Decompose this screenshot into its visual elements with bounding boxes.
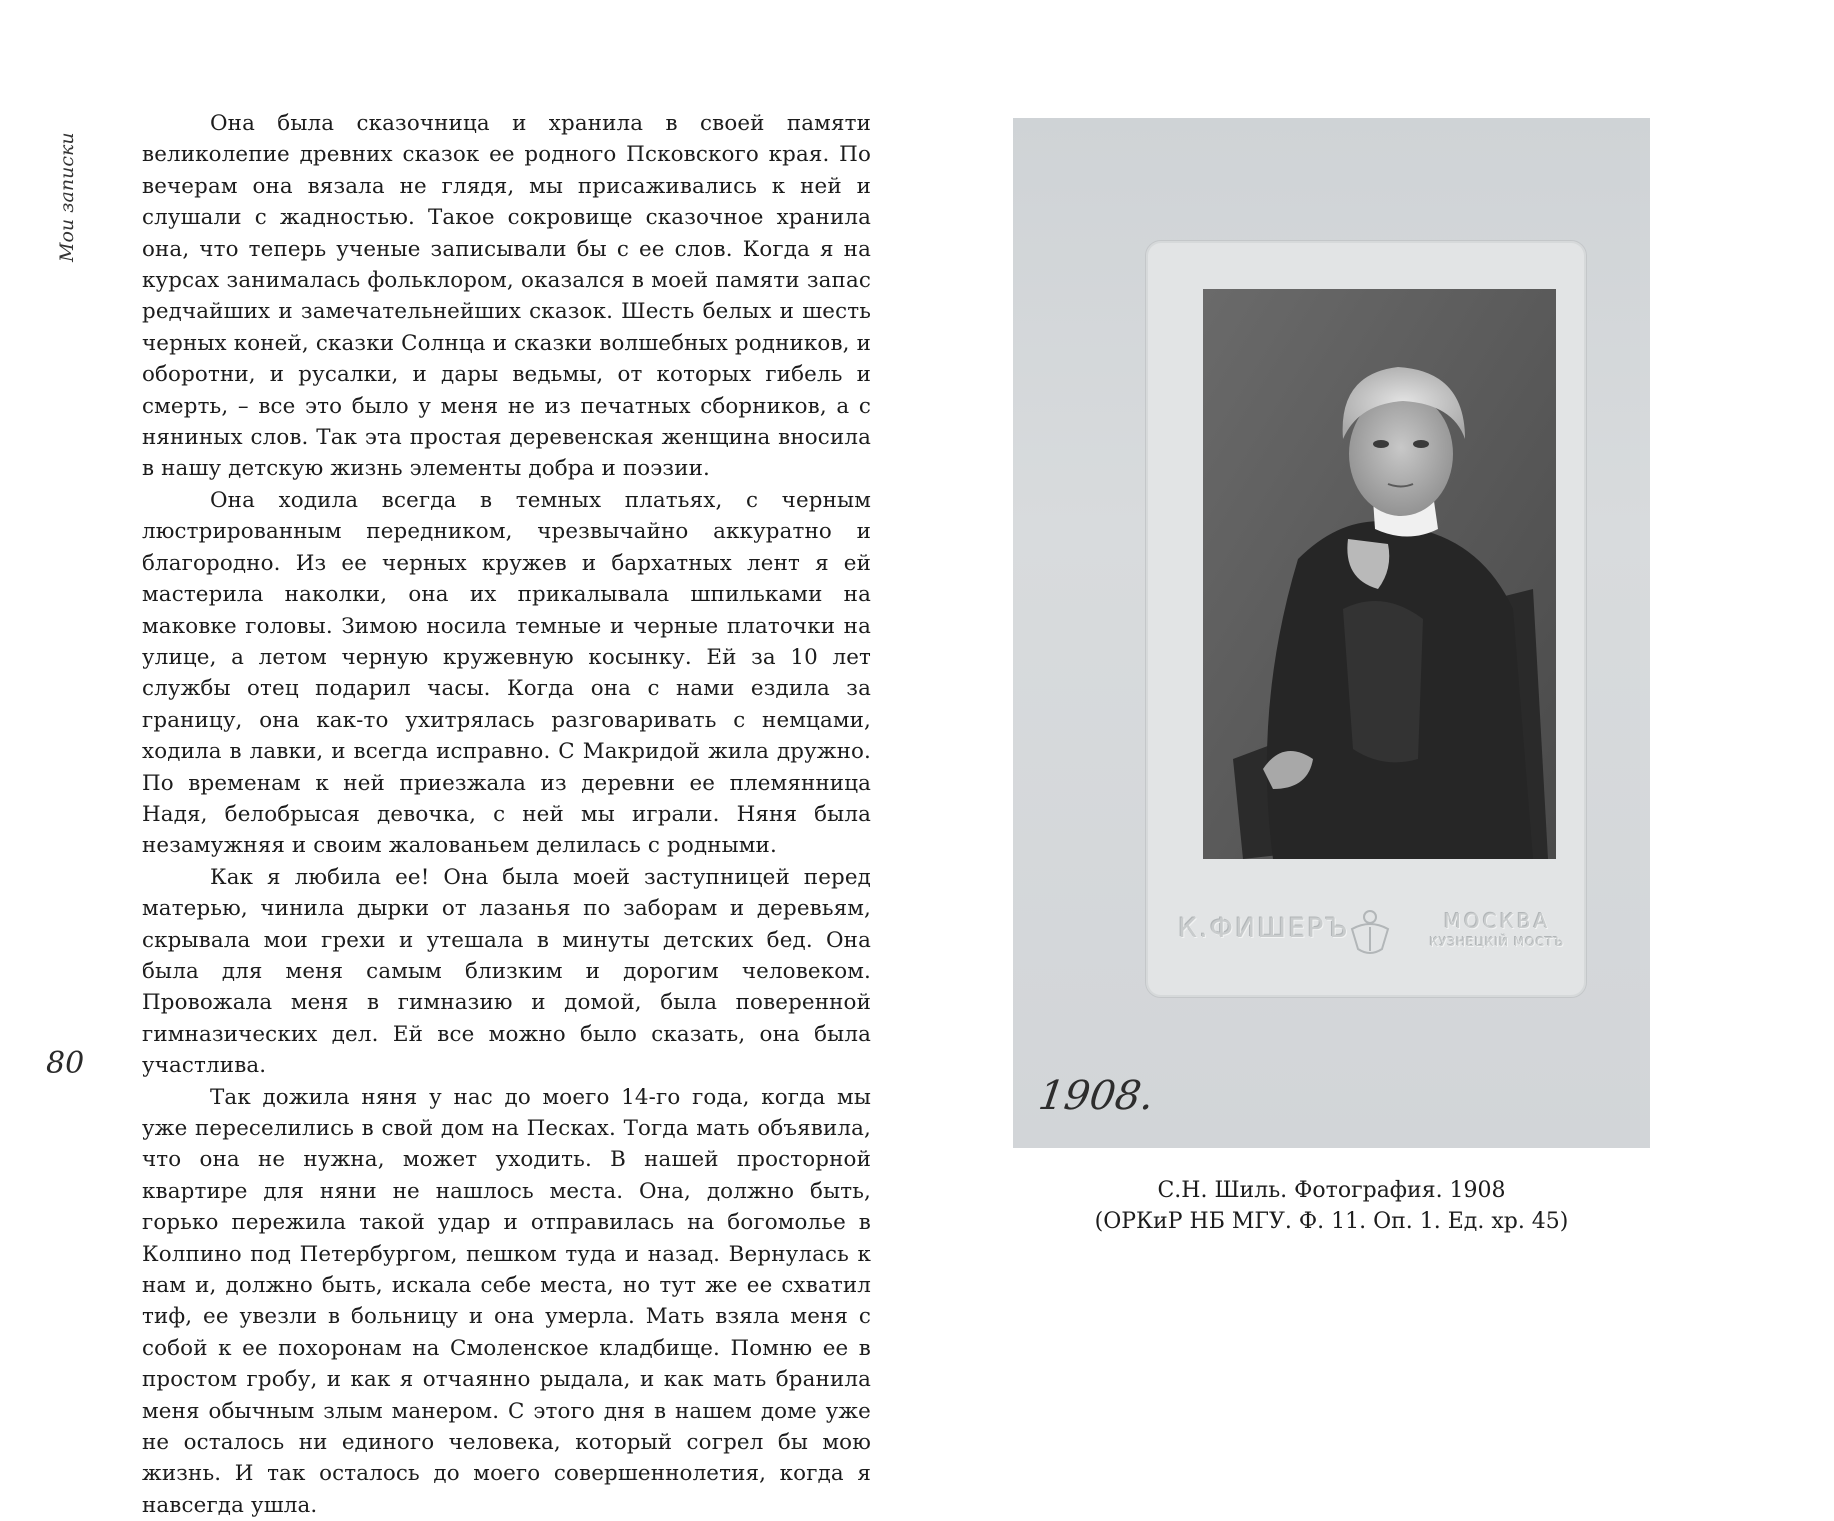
studio-name: К.ФИШЕРЪ <box>1178 913 1350 944</box>
running-head: Мои записки <box>56 132 78 262</box>
photo-caption <box>1013 1175 1650 1237</box>
paragraph: Как я любила ее! Она была моей заступницей перед матерью, чинила дырки от лазанья по заборам и деревьям, скрывала мои грехи и утешала в минуты детских бед. Она была для меня самым близким и дорогим человеком. Провожала меня в гимназию и домой, была поверенной гимназических дел. Ей все можно было сказать, она была участлива. <box>142 864 871 1079</box>
portrait-photo <box>1203 289 1556 859</box>
page-number: 80 <box>46 1046 85 1081</box>
paragraph: Она ходила всегда в темных платьях, с черным люстрированным передником, чрезвычайно аккуратно и благородно. Из ее черных кружев и бархатных лент я ей мастерила наколки, она их прикалывала шпильками на маковке головы. Зимою носила темные и черные платочки на улице, а летом черную кружевную косынку. Ей за 10 лет службы отец подарил часы. Когда она с нами ездила за границу, она как-то ухитрялась разговаривать с немцами, ходила в лавки, и всегда исправно. С Макридой жила дружно. По временам к ней приезжала из деревни ее племянница Надя, белобрысая девочка, с ней мы играли. Няня была незамужняя и своим жалованьем делилась с родными. <box>142 487 871 859</box>
caption-line-archive: (ОРКиР НБ МГУ. Ф. 11. Оп. 1. Ед. хр. 45) <box>1094 1209 1569 1234</box>
eagle-emblem-icon <box>1346 905 1394 959</box>
studio-street: КУЗНЕЦКIЙ МОСТЪ <box>1429 935 1565 949</box>
portrait-image <box>1203 289 1556 859</box>
photo-plate <box>1013 118 1650 1148</box>
text-column <box>142 108 871 1521</box>
paragraph: Она была сказочница и хранила в своей памяти великолепие древних сказок ее родного Псковского края. По вечерам она вязала не глядя, мы присаживались к ней и слушали с жадностью. Такое сокровище сказочное хранила она, что теперь ученые записывали бы с ее слов. Когда я на курсах занималась фольклором, оказался в моей памяти запас редчайших и замечательнейших сказок. Шесть белых и шесть черных коней, сказки Солнца и сказки волшебных родников, и оборотни, и русалки, и дары ведьмы, от которых гибель и смерть, – все это было у меня не из печатных сборников, а с няниных слов. Так эта простая деревенская женщина вносила в нашу детскую жизнь элементы добра и поэзии. <box>142 111 871 482</box>
photo-card-mount <box>1145 240 1587 998</box>
caption-line-title: С.Н. Шиль. Фотография. 1908 <box>1157 1178 1506 1203</box>
paragraph: Так дожила няня у нас до моего 14-го года, когда мы уже переселились в свой дом на Песках. Тогда мать объявила, что она не нужна, может уходить. В нашей просторной квартире для няни не нашлось места. Она, должно быть, горько пережила такой удар и отправилась на богомолье в Колпино под Петербургом, пешком туда и назад. Вернулась к нам и, должно быть, искала себе места, но тут же ее схватил тиф, ее увезли в больницу и она умерла. Мать взяла меня с собой к ее похоронам на Смоленское кладбище. Помню ее в простом гробу, и как я отчаянно рыдала, и как мать бранила меня обычным злым манером. С этого дня в нашем доме уже не осталось ни единого человека, который согрел бы мою жизнь. И так осталось до моего совершеннолетия, когда я навсегда ушла. <box>142 1084 871 1518</box>
handwritten-year: 1908. <box>1035 1073 1157 1119</box>
studio-city: МОСКВА <box>1443 909 1551 933</box>
